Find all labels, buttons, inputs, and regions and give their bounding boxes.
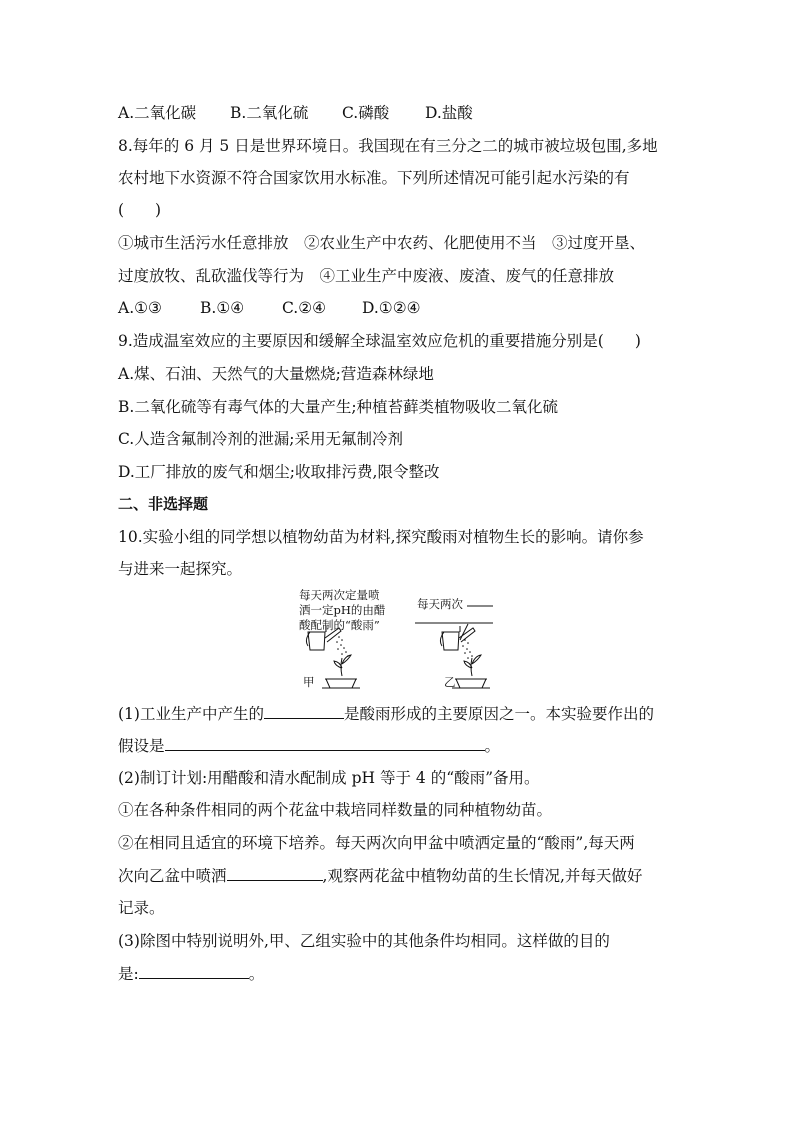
q10-part2-line1: (2)制订计划:用醋酸和清水配制成 pH 等于 4 的“酸雨”备用。 (118, 769, 540, 787)
figure-left-caption-line1: 每天两次定量喷 (299, 588, 380, 602)
q9-option-c: C.人造含氟制冷剂的泄漏;采用无氟制冷剂 (118, 430, 403, 448)
q10-part2-text-b: ,观察两花盆中植物幼苗的生长情况,并每天做好 (322, 867, 643, 885)
q7-options (118, 103, 473, 123)
q10-stem-line1: 10.实验小组的同学想以植物幼苗为材料,探究酸雨对植物生长的影响。请你参 (118, 528, 644, 546)
q10-part2-text-a: 次向乙盆中喷洒 (118, 867, 227, 885)
watering-can-icon-left (306, 626, 341, 650)
q7-option-d: D.盐酸 (425, 104, 473, 122)
q10-part2-blank[interactable] (227, 865, 323, 881)
q10-part1-blank-2[interactable] (165, 735, 485, 751)
q9-option-d: D.工厂排放的废气和烟尘;收取排污费,限令整改 (118, 463, 440, 481)
figure-left-label: 甲 (303, 675, 315, 689)
plant-icon-right (464, 655, 481, 676)
q7-option-b: B.二氧化硫 (230, 104, 309, 122)
q8-option-d: D.①②④ (362, 299, 421, 317)
figure-left-caption-line2: 洒一定pH的由醋 (299, 603, 386, 617)
q7-option-c: C.磷酸 (342, 104, 390, 122)
q9-option-a: A.煤、石油、天然气的大量燃烧;营造森林绿地 (118, 365, 434, 383)
q8-stem-line1: 8.每年的 6 月 5 日是世界环境日。我国现在有三分之二的城市被垃圾包围,多地 (118, 137, 658, 155)
q10-stem-line2: 与进来一起探究。 (118, 560, 243, 578)
q8-items-line1: ①城市生活污水任意排放 ②农业生产中农药、化肥使用不当 ③过度开垦、 (118, 234, 646, 252)
q10-part3-text-a: 是: (118, 965, 139, 983)
figure-right-label: 乙 (444, 675, 456, 689)
q10-part2-line3: ②在相同且适宜的环境下培养。每天两次向甲盆中喷洒定量的“酸雨”,每天两 (118, 834, 635, 852)
q8-items-line2: 过度放牧、乱砍滥伐等行为 ④工业生产中废液、废渣、废气的任意排放 (118, 267, 615, 285)
q9-option-b: B.二氧化硫等有毒气体的大量产生;种植苔藓类植物吸收二氧化硫 (118, 398, 559, 416)
q10-part1-blank-1[interactable] (264, 703, 344, 719)
q8-answer-bracket: ( ) (118, 201, 162, 219)
q10-part1-line1 (118, 703, 654, 724)
experiment-figure (290, 582, 520, 692)
flower-pot-left (322, 679, 360, 688)
q8-option-a: A.①③ (118, 299, 162, 317)
q10-part1-text-c: 假设是 (118, 737, 165, 755)
figure-left-caption-line3: 酸配制的“酸雨” (299, 618, 380, 632)
flower-pot-right (452, 679, 490, 688)
q10-part2-line5: 记录。 (118, 899, 165, 917)
q10-part1-line2 (118, 735, 500, 756)
q10-part2-line4 (118, 865, 642, 886)
watering-can-icon-right (440, 624, 475, 650)
q7-option-a: A.二氧化碳 (118, 104, 197, 122)
q8-option-c: C.②④ (282, 299, 327, 317)
section-heading: 二、非选择题 (118, 495, 209, 513)
q9-stem: 9.造成温室效应的主要原因和缓解全球温室效应危机的重要措施分别是( ) (118, 332, 641, 350)
q10-part1-text-b: 是酸雨形成的主要原因之一。本实验要作出的 (343, 705, 654, 723)
spray-drops-right (462, 639, 473, 659)
q10-part2-line2: ①在各种条件相同的两个花盆中栽培同样数量的同种植物幼苗。 (118, 801, 553, 819)
q10-part3-blank[interactable] (139, 963, 249, 979)
q8-stem-line2: 农村地下水资源不符合国家饮用水标准。下列所述情况可能引起水污染的有 (118, 169, 630, 187)
plant-icon-left (334, 655, 351, 676)
q10-part1-text-a: (1)工业生产中产生的 (118, 705, 264, 723)
q10-part3-text-b: 。 (248, 965, 265, 983)
q10-part3-line1: (3)除图中特别说明外,甲、乙组实验中的其他条件均相同。这样做的目的 (118, 932, 610, 950)
q10-part1-text-d: 。 (484, 737, 501, 755)
figure-right-caption: 每天两次 (417, 597, 463, 611)
q10-part3-line2 (118, 963, 264, 984)
spray-drops-left (336, 636, 349, 657)
q8-option-b: B.①④ (200, 299, 245, 317)
q8-options (118, 298, 421, 318)
